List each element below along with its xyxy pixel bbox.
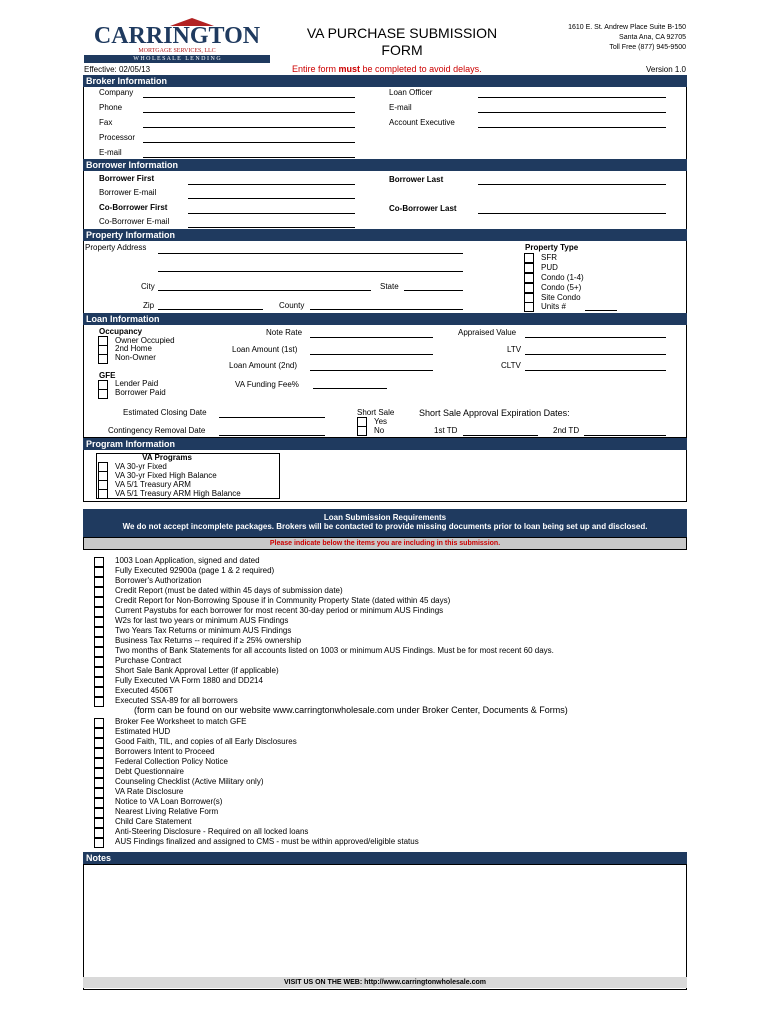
- county-field[interactable]: [310, 309, 463, 310]
- property-address-label: Property Address: [85, 243, 147, 252]
- requirement-label: Anti-Steering Disclosure - Required on all locked loans: [115, 827, 309, 836]
- gfe-title: GFE: [99, 371, 116, 380]
- requirement-label: Fully Executed VA Form 1880 and DD214: [115, 676, 263, 685]
- requirement-checkbox[interactable]: [94, 617, 104, 627]
- requirement-checkbox[interactable]: [94, 557, 104, 567]
- state-label: State: [380, 282, 399, 291]
- property-type-sitecondo-label: Site Condo: [541, 293, 581, 302]
- requirement-checkbox[interactable]: [94, 687, 104, 697]
- property-type-condo5-checkbox[interactable]: [524, 283, 534, 293]
- requirement-checkbox[interactable]: [94, 667, 104, 677]
- requirement-checkbox[interactable]: [94, 738, 104, 748]
- cltv-label: CLTV: [501, 361, 521, 370]
- city-label: City: [141, 282, 155, 291]
- requirements-title: Loan Submission Requirements: [323, 513, 447, 522]
- requirement-checkbox[interactable]: [94, 597, 104, 607]
- effective-date: Effective: 02/05/13: [84, 65, 151, 74]
- td2-label: 2nd TD: [553, 426, 580, 435]
- requirements-subtitle: We do not accept incomplete packages. Brokers will be contacted to provide missing documents prior to loan being set up and disclosed.: [122, 522, 648, 531]
- requirement-label: Broker Fee Worksheet to match GFE: [115, 717, 247, 726]
- td2-field[interactable]: [584, 435, 666, 436]
- coborrower-last-label: Co-Borrower Last: [389, 204, 457, 213]
- borrower-last-label: Borrower Last: [389, 175, 444, 184]
- fax-label: Fax: [99, 118, 113, 127]
- closing-date-field[interactable]: [219, 417, 325, 418]
- requirement-checkbox[interactable]: [94, 788, 104, 798]
- requirement-checkbox[interactable]: [94, 697, 104, 707]
- requirement-label: Executed 4506T: [115, 686, 174, 695]
- va-51-arm-highbal-label: VA 5/1 Treasury ARM High Balance: [115, 489, 241, 498]
- warning-post: be completed to avoid delays.: [360, 64, 482, 74]
- coborrower-first-label: Co-Borrower First: [99, 203, 168, 212]
- loan-amount-2nd-field[interactable]: [310, 370, 433, 371]
- property-frame: [83, 241, 687, 314]
- property-type-sfr-checkbox[interactable]: [524, 253, 534, 263]
- requirement-label: Notice to VA Loan Borrower(s): [115, 797, 223, 806]
- address-phone: Toll Free (877) 945-9500: [609, 44, 686, 51]
- phone-label: Phone: [99, 103, 123, 112]
- borrower-email-field[interactable]: [188, 198, 355, 199]
- form-title-line2: FORM: [381, 42, 423, 58]
- state-field[interactable]: [404, 290, 463, 291]
- requirement-checkbox[interactable]: [94, 798, 104, 808]
- requirement-checkbox[interactable]: [94, 607, 104, 617]
- requirement-label: Executed SSA-89 for all borrowers: [115, 696, 238, 705]
- requirement-checkbox[interactable]: [94, 748, 104, 758]
- short-sale-label: Short Sale: [357, 408, 395, 417]
- requirement-checkbox[interactable]: [94, 768, 104, 778]
- va-30yr-highbal-label: VA 30-yr Fixed High Balance: [115, 471, 217, 480]
- requirement-label: Two Years Tax Returns or minimum AUS Findings: [115, 626, 292, 635]
- gfe-borrower-label: Borrower Paid: [115, 388, 166, 397]
- processor-email-field[interactable]: [143, 157, 355, 158]
- requirement-label: Current Paystubs for each borrower for most recent 30-day period or minimum AUS Findings: [115, 606, 444, 615]
- requirement-checkbox[interactable]: [94, 647, 104, 657]
- logo-main-text: CARRINGTON: [93, 23, 261, 49]
- occupancy-title: Occupancy: [99, 327, 143, 336]
- short-sale-no-label: No: [374, 426, 385, 435]
- requirement-label: 1003 Loan Application, signed and dated: [115, 556, 260, 565]
- occupancy-nonowner-checkbox[interactable]: [98, 354, 108, 364]
- funding-fee-label: VA Funding Fee%: [235, 380, 299, 389]
- coborrower-last-field[interactable]: [478, 213, 666, 214]
- requirement-label: Two months of Bank Statements for all accounts listed on 1003 or minimum AUS Findings. Must be for most recent 60 days.: [115, 646, 554, 655]
- property-type-title: Property Type: [525, 243, 579, 252]
- requirement-checkbox[interactable]: [94, 828, 104, 838]
- va-30yr-label: VA 30-yr Fixed: [115, 462, 167, 471]
- requirement-label: AUS Findings finalized and assigned to CMS - must be within approved/eligible status: [115, 837, 419, 846]
- account-exec-label: Account Executive: [389, 118, 455, 127]
- requirement-label: VA Rate Disclosure: [115, 787, 184, 796]
- td1-field[interactable]: [463, 435, 538, 436]
- processor-label: Processor: [99, 133, 136, 142]
- requirement-checkbox[interactable]: [94, 567, 104, 577]
- loan-amount-1st-label: Loan Amount (1st): [232, 345, 298, 354]
- notes-section-header: Notes: [83, 852, 687, 864]
- requirement-checkbox[interactable]: [94, 627, 104, 637]
- short-sale-no-checkbox[interactable]: [357, 426, 367, 436]
- short-sale-expiration-title: Short Sale Approval Expiration Dates:: [419, 408, 570, 418]
- requirement-label: Nearest Living Relative Form: [115, 807, 219, 816]
- requirement-checkbox[interactable]: [94, 838, 104, 848]
- closing-date-label: Estimated Closing Date: [123, 408, 207, 417]
- company-label: Company: [99, 88, 134, 97]
- note-rate-field[interactable]: [310, 337, 433, 338]
- warning-pre: Entire form: [292, 64, 339, 74]
- requirements-indicate-text: Please indicate below the items you are including in this submission.: [269, 540, 501, 547]
- requirement-label: W2s for last two years or minimum AUS Findings: [115, 616, 289, 625]
- requirement-checkbox[interactable]: [94, 808, 104, 818]
- county-label: County: [279, 301, 305, 310]
- requirement-label: Estimated HUD: [115, 727, 171, 736]
- fax-field[interactable]: [143, 127, 355, 128]
- form-title-line1: VA PURCHASE SUBMISSION: [306, 25, 498, 41]
- requirement-checkbox[interactable]: [94, 718, 104, 728]
- va-programs-title: VA Programs: [142, 453, 192, 462]
- loan-officer-label: Loan Officer: [389, 88, 433, 97]
- borrower-email-label: Borrower E-mail: [99, 188, 157, 197]
- va-51-arm-label: VA 5/1 Treasury ARM: [115, 480, 191, 489]
- funding-fee-field[interactable]: [313, 388, 387, 389]
- va-51-arm-highbal-checkbox[interactable]: [98, 489, 108, 499]
- requirement-checkbox[interactable]: [94, 657, 104, 667]
- loan-amount-2nd-label: Loan Amount (2nd): [229, 361, 298, 370]
- occupancy-second-label: 2nd Home: [115, 344, 152, 353]
- property-type-units-label: Units #: [541, 302, 566, 311]
- property-section-header: Property Information: [83, 229, 687, 241]
- requirement-checkbox[interactable]: [94, 577, 104, 587]
- contingency-date-field[interactable]: [219, 435, 325, 436]
- property-address-field-2[interactable]: [158, 271, 463, 272]
- requirement-label: Credit Report for Non-Borrowing Spouse if in Community Property State (dated within 45 days): [115, 596, 451, 605]
- requirement-checkbox[interactable]: [94, 758, 104, 768]
- units-field[interactable]: [585, 310, 617, 311]
- property-type-condo5-label: Condo (5+): [541, 283, 582, 292]
- account-exec-field[interactable]: [478, 127, 666, 128]
- requirement-checkbox[interactable]: [94, 637, 104, 647]
- zip-label: Zip: [143, 301, 155, 310]
- cltv-field[interactable]: [525, 370, 666, 371]
- requirement-label: Borrower's Authorization: [115, 576, 202, 585]
- requirements-website-note: (form can be found on our website www.carringtonwholesale.com under Broker Center, Documents & Forms): [134, 705, 568, 715]
- requirement-label: Counseling Checklist (Active Military only): [115, 777, 264, 786]
- warning-must: must: [338, 64, 361, 74]
- property-type-pud-checkbox[interactable]: [524, 263, 534, 273]
- borrower-frame: [83, 171, 687, 230]
- zip-field[interactable]: [158, 309, 263, 310]
- broker-section-header: Broker Information: [83, 75, 687, 87]
- city-field[interactable]: [158, 290, 371, 291]
- processor-email-label: E-mail: [99, 148, 122, 157]
- occupancy-nonowner-label: Non-Owner: [115, 353, 156, 362]
- requirement-label: Purchase Contract: [115, 656, 182, 665]
- property-type-pud-label: PUD: [541, 263, 558, 272]
- email-label: E-mail: [389, 103, 412, 112]
- logo-wholesale-text: W H O L E S A L E L E N D I N G: [133, 56, 221, 62]
- program-section-header: Program Information: [83, 438, 687, 450]
- borrower-section-header: Borrower Information: [83, 159, 687, 171]
- td1-label: 1st TD: [434, 426, 458, 435]
- borrower-last-field[interactable]: [478, 184, 666, 185]
- logo-subtitle: MORTGAGE SERVICES, LLC: [138, 48, 216, 54]
- requirement-label: Short Sale Bank Approval Letter (if applicable): [115, 666, 279, 675]
- appraised-value-label: Appraised Value: [458, 328, 517, 337]
- requirement-checkbox[interactable]: [94, 818, 104, 828]
- requirement-checkbox[interactable]: [94, 778, 104, 788]
- property-type-condo14-label: Condo (1-4): [541, 273, 584, 282]
- gfe-lender-label: Lender Paid: [115, 379, 159, 388]
- loan-amount-1st-field[interactable]: [310, 354, 433, 355]
- processor-field[interactable]: [143, 142, 355, 143]
- requirement-checkbox[interactable]: [94, 587, 104, 597]
- email-field[interactable]: [478, 112, 666, 113]
- coborrower-email-field[interactable]: [188, 227, 355, 228]
- version-label: Version 1.0: [645, 65, 686, 74]
- requirement-label: Debt Questionnaire: [115, 767, 184, 776]
- requirement-checkbox[interactable]: [94, 677, 104, 687]
- company-logo: [84, 18, 270, 62]
- coborrower-email-label: Co-Borrower E-mail: [99, 217, 170, 226]
- company-field[interactable]: [143, 97, 355, 98]
- requirement-label: Fully Executed 92900a (page 1 & 2 required): [115, 566, 275, 575]
- property-type-condo14-checkbox[interactable]: [524, 273, 534, 283]
- borrower-first-field[interactable]: [188, 184, 355, 185]
- coborrower-first-field[interactable]: [188, 213, 355, 214]
- requirement-checkbox[interactable]: [94, 728, 104, 738]
- loan-section-header: Loan Information: [83, 313, 687, 325]
- requirement-label: Borrowers Intent to Proceed: [115, 747, 215, 756]
- requirement-label: Business Tax Returns -- required if ≥ 25% ownership: [115, 636, 302, 645]
- occupancy-owner-label: Owner Occupied: [115, 336, 175, 345]
- requirement-label: Good Faith, TIL, and copies of all Early Disclosures: [115, 737, 297, 746]
- property-address-field[interactable]: [158, 253, 463, 254]
- requirement-label: Credit Report (must be dated within 45 days of submission date): [115, 586, 343, 595]
- note-rate-label: Note Rate: [266, 328, 303, 337]
- property-type-sfr-label: SFR: [541, 253, 557, 262]
- phone-field[interactable]: [143, 112, 355, 113]
- ltv-label: LTV: [507, 345, 522, 354]
- borrower-first-label: Borrower First: [99, 174, 155, 183]
- address-line2: Santa Ana, CA 92705: [619, 34, 686, 41]
- gfe-borrower-checkbox[interactable]: [98, 389, 108, 399]
- requirement-label: Federal Collection Policy Notice: [115, 757, 228, 766]
- address-line1: 1610 E. St. Andrew Place Suite B-150: [568, 24, 686, 31]
- contingency-date-label: Contingency Removal Date: [108, 426, 206, 435]
- short-sale-yes-label: Yes: [374, 417, 388, 426]
- ltv-field[interactable]: [525, 354, 666, 355]
- footer-text: VISIT US ON THE WEB: http://www.carringtonwholesale.com: [284, 979, 486, 986]
- notes-area[interactable]: [83, 864, 687, 990]
- requirement-label: Child Care Statement: [115, 817, 192, 826]
- property-type-units-checkbox[interactable]: [524, 302, 534, 312]
- completion-warning: [292, 64, 482, 74]
- loan-officer-field[interactable]: [478, 97, 666, 98]
- appraised-value-field[interactable]: [525, 337, 666, 338]
